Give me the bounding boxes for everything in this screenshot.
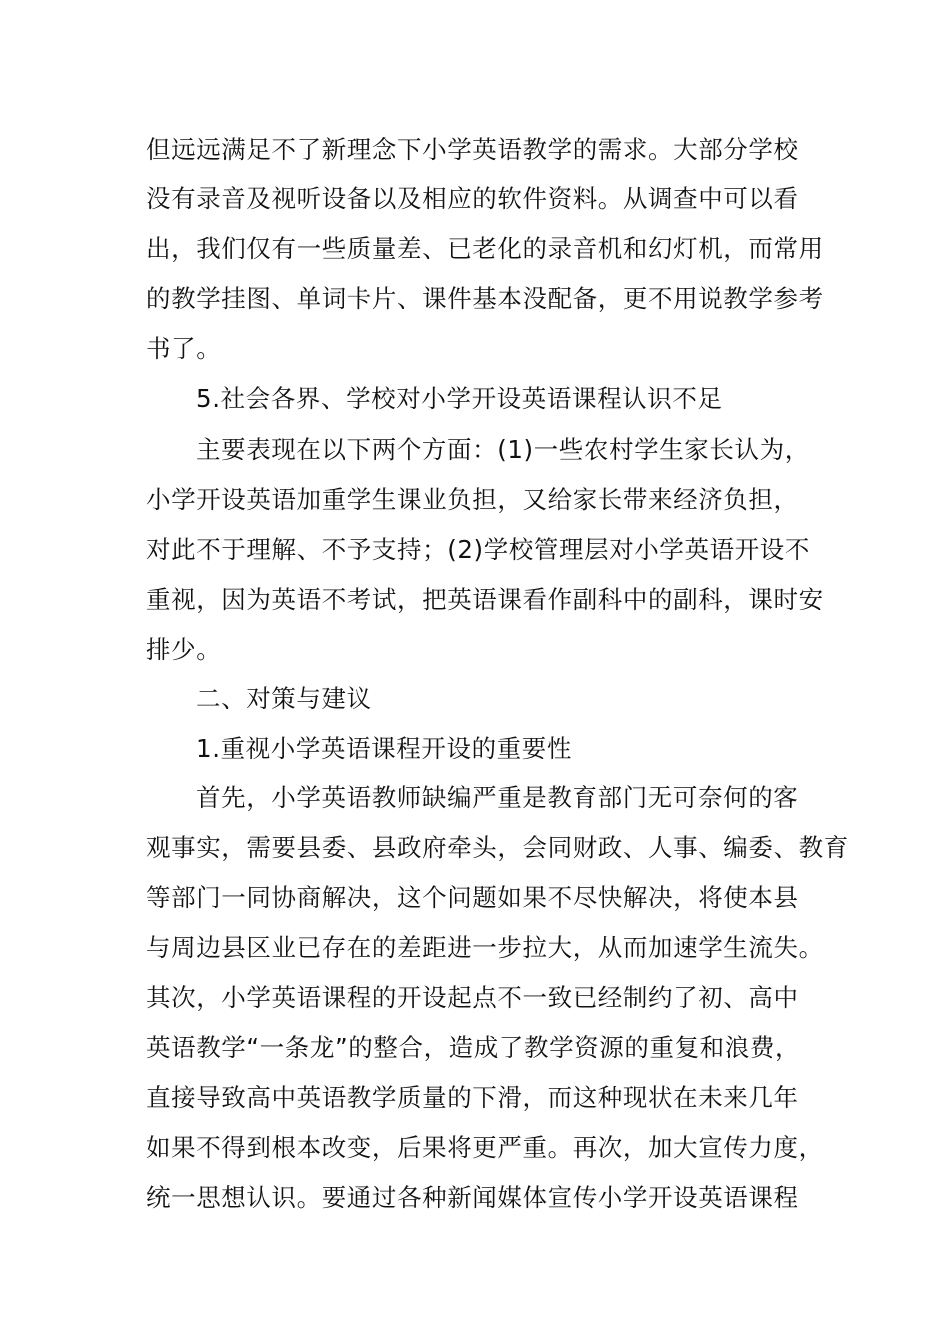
paragraph-line: 书了。 [146,334,222,363]
paragraph-line: 直接导致高中英语教学质量的下滑，而这种现状在未来几年 [146,1083,799,1112]
paragraph-line: 但远远满足不了新理念下小学英语教学的需求。大部分学校 [146,135,799,164]
paragraph-line: 主要表现在以下两个方面：(1)一些农村学生家长认为， [196,435,810,464]
section-heading: 1.重视小学英语课程开设的重要性 [196,734,572,763]
paragraph-line: 的教学挂图、单词卡片、课件基本没配备，更不用说教学参考 [146,284,824,313]
paragraph-line: 没有录音及视听设备以及相应的软件资料。从调查中可以看 [146,184,799,213]
paragraph-line: 等部门一同协商解决，这个问题如果不尽快解决，将使本县 [146,883,799,912]
paragraph-line: 其次，小学英语课程的开设起点不一致已经制约了初、高中 [146,983,799,1012]
paragraph-line: 首先，小学英语教师缺编严重是教育部门无可奈何的客 [196,783,799,812]
paragraph-line: 重视，因为英语不考试，把英语课看作副科中的副科，课时安 [146,585,824,614]
paragraph-line: 统一思想认识。要通过各种新闻媒体宣传小学开设英语课程 [146,1183,799,1212]
section-heading: 5.社会各界、学校对小学开设英语课程认识不足 [196,384,723,413]
paragraph-line: 观事实，需要县委、县政府牵头，会同财政、人事、编委、教育 [146,833,849,862]
paragraph-line: 排少。 [146,635,222,664]
paragraph-line: 如果不得到根本改变，后果将更严重。再次，加大宣传力度， [146,1133,824,1162]
paragraph-line: 小学开设英语加重学生课业负担，又给家长带来经济负担， [146,485,799,514]
paragraph-line: 与周边县区业已存在的差距进一步拉大，从而加速学生流失。 [146,933,824,962]
paragraph-line: 对此不于理解、不予支持；(2)学校管理层对小学英语开设不 [146,535,811,564]
section-heading: 二、对策与建议 [196,684,372,713]
paragraph-line: 出，我们仅有一些质量差、已老化的录音机和幻灯机，而常用 [146,234,824,263]
paragraph-line: 英语教学“一条龙”的整合，造成了教学资源的重复和浪费， [146,1033,801,1062]
